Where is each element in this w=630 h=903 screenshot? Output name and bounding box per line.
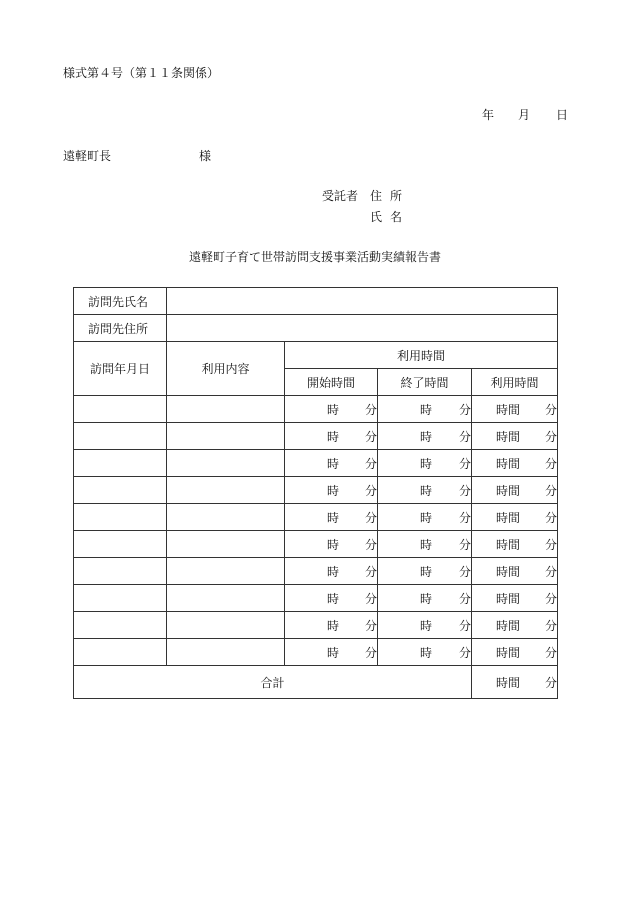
visit-date-cell[interactable]	[74, 504, 167, 531]
start-time-cell[interactable]	[285, 585, 378, 612]
duration-cell[interactable]	[472, 585, 558, 612]
end-time-cell[interactable]	[378, 585, 472, 612]
col-usage-time-header: 利用時間	[285, 342, 558, 369]
visit-date-cell[interactable]	[74, 477, 167, 504]
hour-unit: 時	[420, 618, 433, 633]
content-cell[interactable]	[167, 423, 285, 450]
end-time-cell[interactable]	[378, 639, 472, 666]
visit-date-cell[interactable]	[74, 423, 167, 450]
hour-unit: 時	[327, 564, 340, 579]
visit-date-cell[interactable]	[74, 612, 167, 639]
hour-unit: 時	[420, 591, 433, 606]
start-time-cell[interactable]	[285, 531, 378, 558]
hour-unit: 時	[420, 645, 433, 660]
start-time-cell[interactable]	[285, 612, 378, 639]
minute-unit: 分	[364, 510, 377, 525]
end-time-cell[interactable]	[378, 423, 472, 450]
hour-unit: 時	[420, 537, 433, 552]
minute-unit: 分	[544, 564, 557, 579]
visitor-name-field[interactable]	[167, 288, 558, 315]
hours-unit: 時間	[496, 618, 521, 633]
hour-unit: 時	[327, 429, 340, 444]
visitor-address-field[interactable]	[167, 315, 558, 342]
minute-unit: 分	[364, 537, 377, 552]
table-row	[74, 477, 558, 504]
hour-unit: 時	[420, 429, 433, 444]
minute-unit: 分	[544, 510, 557, 525]
hours-unit: 時間	[496, 537, 521, 552]
table-row	[74, 423, 558, 450]
trustee-label: 受託者	[322, 189, 359, 203]
visit-date-cell[interactable]	[74, 558, 167, 585]
minute-unit: 分	[364, 618, 377, 633]
duration-cell[interactable]	[472, 612, 558, 639]
visitor-name-label: 訪問先氏名	[74, 288, 167, 315]
duration-cell[interactable]	[472, 396, 558, 423]
minute-unit: 分	[544, 618, 557, 633]
duration-cell[interactable]	[472, 504, 558, 531]
minute-unit: 分	[458, 456, 471, 471]
hour-unit: 時	[327, 402, 340, 417]
content-cell[interactable]	[167, 558, 285, 585]
col-end-header: 終了時間	[378, 369, 472, 396]
content-cell[interactable]	[167, 396, 285, 423]
visit-date-cell[interactable]	[74, 639, 167, 666]
hour-unit: 時	[327, 510, 340, 525]
minute-unit: 分	[364, 564, 377, 579]
visit-date-cell[interactable]	[74, 396, 167, 423]
start-time-cell[interactable]	[285, 423, 378, 450]
total-duration-cell[interactable]	[472, 666, 558, 699]
col-content-header: 利用内容	[167, 342, 285, 396]
total-label: 合計	[74, 666, 472, 699]
duration-cell[interactable]	[472, 423, 558, 450]
hour-unit: 時	[420, 510, 433, 525]
content-cell[interactable]	[167, 450, 285, 477]
hour-unit: 時	[327, 618, 340, 633]
visitor-name-row	[74, 288, 558, 315]
minute-unit: 分	[544, 537, 557, 552]
hours-unit: 時間	[496, 564, 521, 579]
hour-unit: 時	[420, 564, 433, 579]
minute-unit: 分	[544, 429, 557, 444]
duration-cell[interactable]	[472, 639, 558, 666]
content-cell[interactable]	[167, 585, 285, 612]
visitor-address-label: 訪問先住所	[74, 315, 167, 342]
col-visit-date-header: 訪問年月日	[74, 342, 167, 396]
duration-cell[interactable]	[472, 477, 558, 504]
end-time-cell[interactable]	[378, 531, 472, 558]
hour-unit: 時	[327, 483, 340, 498]
activity-report-table	[73, 287, 558, 699]
hours-unit: 時間	[496, 645, 521, 660]
minute-unit: 分	[364, 645, 377, 660]
hour-unit: 時	[420, 483, 433, 498]
minute-unit: 分	[458, 645, 471, 660]
start-time-cell[interactable]	[285, 396, 378, 423]
minute-unit: 分	[458, 618, 471, 633]
content-cell[interactable]	[167, 612, 285, 639]
minute-unit: 分	[364, 402, 377, 417]
end-time-cell[interactable]	[378, 396, 472, 423]
table-row	[74, 639, 558, 666]
hour-unit: 時	[420, 402, 433, 417]
hour-unit: 時	[327, 591, 340, 606]
hours-unit: 時間	[496, 429, 521, 444]
header-row-1	[74, 342, 558, 369]
addressee: 遠軽町長	[63, 149, 112, 163]
minute-unit: 分	[458, 402, 471, 417]
table-row	[74, 612, 558, 639]
content-cell[interactable]	[167, 477, 285, 504]
start-time-cell[interactable]	[285, 450, 378, 477]
hours-unit: 時間	[496, 675, 521, 690]
start-time-cell[interactable]	[285, 639, 378, 666]
minute-unit: 分	[458, 564, 471, 579]
content-cell[interactable]	[167, 531, 285, 558]
hour-unit: 時	[327, 537, 340, 552]
end-time-cell[interactable]	[378, 558, 472, 585]
minute-unit: 分	[544, 402, 557, 417]
start-time-cell[interactable]	[285, 558, 378, 585]
end-time-cell[interactable]	[378, 450, 472, 477]
content-cell[interactable]	[167, 504, 285, 531]
minute-unit: 分	[364, 456, 377, 471]
table-row	[74, 504, 558, 531]
minute-unit: 分	[544, 456, 557, 471]
date-day-label: 日	[556, 108, 569, 122]
end-time-cell[interactable]	[378, 612, 472, 639]
trustee-address-label: 住所	[370, 189, 411, 203]
hour-unit: 時	[420, 456, 433, 471]
minute-unit: 分	[544, 645, 557, 660]
visit-date-cell[interactable]	[74, 585, 167, 612]
minute-unit: 分	[458, 537, 471, 552]
hours-unit: 時間	[496, 402, 521, 417]
table-row	[74, 531, 558, 558]
table-row	[74, 558, 558, 585]
minute-unit: 分	[364, 483, 377, 498]
form-number: 様式第４号（第１１条関係）	[63, 66, 220, 80]
hour-unit: 時	[327, 645, 340, 660]
col-start-header: 開始時間	[285, 369, 378, 396]
hours-unit: 時間	[496, 483, 521, 498]
hours-unit: 時間	[496, 510, 521, 525]
hour-unit: 時	[327, 456, 340, 471]
trustee-name-label: 氏名	[370, 210, 411, 224]
honorific: 様	[199, 149, 212, 163]
date-month-label: 月	[518, 108, 531, 122]
end-time-cell[interactable]	[378, 477, 472, 504]
minute-unit: 分	[458, 483, 471, 498]
date-year-label: 年	[482, 108, 495, 122]
duration-cell[interactable]	[472, 558, 558, 585]
table-row	[74, 396, 558, 423]
total-row	[74, 666, 558, 699]
start-time-cell[interactable]	[285, 477, 378, 504]
minute-unit: 分	[544, 591, 557, 606]
duration-cell[interactable]	[472, 450, 558, 477]
minute-unit: 分	[364, 429, 377, 444]
col-duration-header: 利用時間	[472, 369, 558, 396]
table-row	[74, 585, 558, 612]
minute-unit: 分	[544, 483, 557, 498]
minute-unit: 分	[458, 510, 471, 525]
end-time-cell[interactable]	[378, 504, 472, 531]
visit-date-cell[interactable]	[74, 531, 167, 558]
visit-date-cell[interactable]	[74, 450, 167, 477]
minute-unit: 分	[458, 591, 471, 606]
document-title: 遠軽町子育て世帯訪問支援事業活動実績報告書	[188, 250, 441, 264]
duration-cell[interactable]	[472, 531, 558, 558]
hours-unit: 時間	[496, 456, 521, 471]
content-cell[interactable]	[167, 639, 285, 666]
hours-unit: 時間	[496, 591, 521, 606]
minute-unit: 分	[364, 591, 377, 606]
minute-unit: 分	[458, 429, 471, 444]
visitor-address-row	[74, 315, 558, 342]
minute-unit: 分	[544, 675, 557, 690]
table-row	[74, 450, 558, 477]
start-time-cell[interactable]	[285, 504, 378, 531]
